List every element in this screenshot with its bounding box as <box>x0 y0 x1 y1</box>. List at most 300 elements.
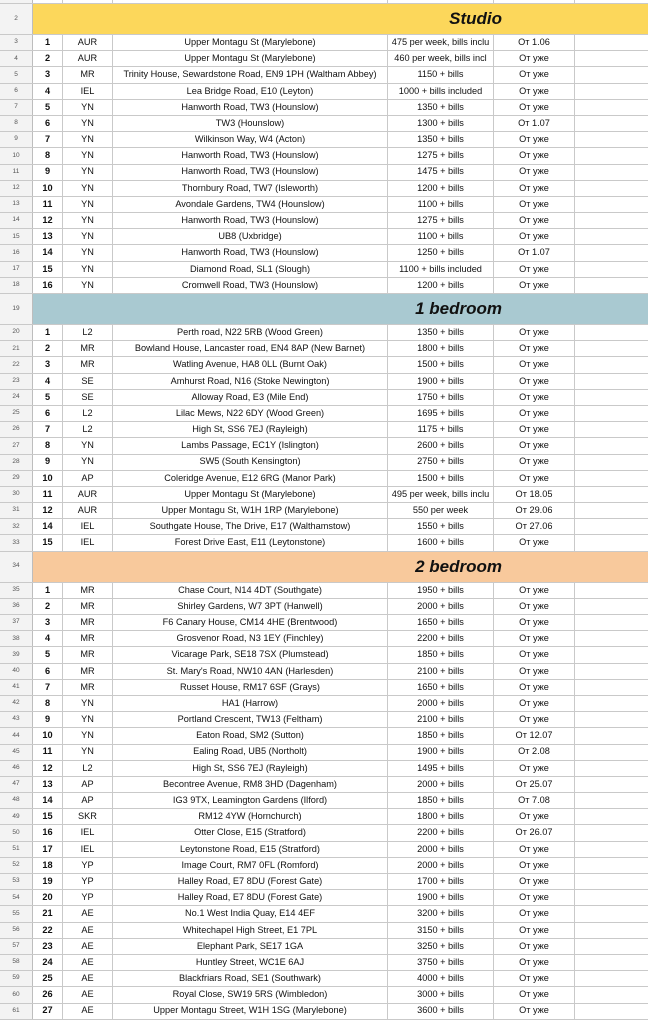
availability-cell[interactable]: От уже <box>494 874 575 889</box>
agent-code-cell[interactable]: AUR <box>63 35 113 50</box>
agent-code-cell[interactable]: L2 <box>63 406 113 421</box>
empty-cell[interactable] <box>575 809 648 824</box>
empty-cell[interactable] <box>575 390 648 405</box>
row-number[interactable]: 22 <box>0 357 33 372</box>
address-cell[interactable]: Becontree Avenue, RM8 3HD (Dagenham) <box>113 777 388 792</box>
row-number[interactable]: 23 <box>0 374 33 389</box>
empty-cell[interactable] <box>575 615 648 630</box>
price-cell[interactable]: 1900 + bills <box>388 374 494 389</box>
address-cell[interactable]: Portland Crescent, TW13 (Feltham) <box>113 712 388 727</box>
availability-cell[interactable]: От уже <box>494 923 575 938</box>
agent-code-cell[interactable]: MR <box>63 67 113 82</box>
availability-cell[interactable]: От уже <box>494 51 575 66</box>
agent-code-cell[interactable]: AUR <box>63 503 113 518</box>
empty-cell[interactable] <box>575 696 648 711</box>
empty-cell[interactable] <box>575 647 648 662</box>
row-number[interactable]: 7 <box>0 100 33 115</box>
availability-cell[interactable]: От уже <box>494 939 575 954</box>
address-cell[interactable]: St. Mary's Road, NW10 4AN (Harlesden) <box>113 664 388 679</box>
availability-cell[interactable]: От уже <box>494 229 575 244</box>
address-cell[interactable]: Diamond Road, SL1 (Slough) <box>113 262 388 277</box>
availability-cell[interactable]: От уже <box>494 955 575 970</box>
address-cell[interactable]: Avondale Gardens, TW4 (Hounslow) <box>113 197 388 212</box>
listing-number-cell[interactable]: 7 <box>33 680 63 695</box>
row-number[interactable]: 32 <box>0 519 33 534</box>
price-cell[interactable]: 2600 + bills <box>388 438 494 453</box>
listing-number-cell[interactable]: 8 <box>33 696 63 711</box>
row-number[interactable]: 20 <box>0 325 33 340</box>
listing-number-cell[interactable]: 27 <box>33 1004 63 1019</box>
listing-number-cell[interactable]: 10 <box>33 471 63 486</box>
agent-code-cell[interactable]: YN <box>63 213 113 228</box>
row-number[interactable]: 30 <box>0 487 33 502</box>
price-cell[interactable]: 1100 + bills included <box>388 262 494 277</box>
agent-code-cell[interactable]: AP <box>63 471 113 486</box>
empty-cell[interactable] <box>575 664 648 679</box>
availability-cell[interactable]: От 26.07 <box>494 825 575 840</box>
listing-number-cell[interactable]: 2 <box>33 599 63 614</box>
row-number[interactable]: 56 <box>0 923 33 938</box>
availability-cell[interactable]: От уже <box>494 809 575 824</box>
empty-cell[interactable] <box>575 116 648 131</box>
availability-cell[interactable]: От 27.06 <box>494 519 575 534</box>
listing-number-cell[interactable]: 19 <box>33 874 63 889</box>
empty-cell[interactable] <box>575 599 648 614</box>
row-number[interactable]: 53 <box>0 874 33 889</box>
agent-code-cell[interactable]: YN <box>63 132 113 147</box>
availability-cell[interactable]: От уже <box>494 262 575 277</box>
availability-cell[interactable]: От уже <box>494 341 575 356</box>
availability-cell[interactable]: От 2.08 <box>494 745 575 760</box>
availability-cell[interactable]: От уже <box>494 455 575 470</box>
address-cell[interactable]: TW3 (Hounslow) <box>113 116 388 131</box>
agent-code-cell[interactable]: AE <box>63 1004 113 1019</box>
listing-number-cell[interactable]: 21 <box>33 906 63 921</box>
listing-number-cell[interactable]: 17 <box>33 842 63 857</box>
price-cell[interactable]: 3750 + bills <box>388 955 494 970</box>
price-cell[interactable]: 2200 + bills <box>388 825 494 840</box>
availability-cell[interactable]: От уже <box>494 100 575 115</box>
price-cell[interactable]: 2000 + bills <box>388 777 494 792</box>
address-cell[interactable]: Alloway Road, E3 (Mile End) <box>113 390 388 405</box>
availability-cell[interactable]: От уже <box>494 278 575 293</box>
empty-cell[interactable] <box>575 712 648 727</box>
price-cell[interactable]: 2100 + bills <box>388 712 494 727</box>
empty-cell[interactable] <box>575 535 648 550</box>
address-cell[interactable]: No.1 West India Quay, E14 4EF <box>113 906 388 921</box>
price-cell[interactable]: 495 per week, bills inclu <box>388 487 494 502</box>
price-cell[interactable]: 1150 + bills <box>388 67 494 82</box>
row-number[interactable]: 40 <box>0 664 33 679</box>
empty-cell[interactable] <box>575 406 648 421</box>
agent-code-cell[interactable]: AUR <box>63 487 113 502</box>
listing-number-cell[interactable]: 9 <box>33 165 63 180</box>
row-number[interactable]: 39 <box>0 647 33 662</box>
agent-code-cell[interactable]: YN <box>63 262 113 277</box>
listing-number-cell[interactable]: 15 <box>33 262 63 277</box>
listing-number-cell[interactable]: 13 <box>33 777 63 792</box>
listing-number-cell[interactable]: 6 <box>33 664 63 679</box>
price-cell[interactable]: 1600 + bills <box>388 535 494 550</box>
listing-number-cell[interactable]: 16 <box>33 278 63 293</box>
address-cell[interactable]: Eaton Road, SM2 (Sutton) <box>113 728 388 743</box>
row-number[interactable]: 13 <box>0 197 33 212</box>
availability-cell[interactable]: От уже <box>494 971 575 986</box>
empty-cell[interactable] <box>575 906 648 921</box>
cell[interactable] <box>113 0 388 3</box>
empty-cell[interactable] <box>575 825 648 840</box>
agent-code-cell[interactable]: IEL <box>63 535 113 550</box>
agent-code-cell[interactable]: AE <box>63 923 113 938</box>
availability-cell[interactable]: От уже <box>494 148 575 163</box>
agent-code-cell[interactable]: IEL <box>63 825 113 840</box>
availability-cell[interactable]: От уже <box>494 599 575 614</box>
empty-cell[interactable] <box>575 374 648 389</box>
empty-cell[interactable] <box>575 132 648 147</box>
listing-number-cell[interactable]: 8 <box>33 438 63 453</box>
address-cell[interactable]: Hanworth Road, TW3 (Hounslow) <box>113 245 388 260</box>
availability-cell[interactable]: От уже <box>494 615 575 630</box>
row-number[interactable]: 14 <box>0 213 33 228</box>
agent-code-cell[interactable]: AP <box>63 793 113 808</box>
availability-cell[interactable]: От уже <box>494 357 575 372</box>
row-number[interactable]: 49 <box>0 809 33 824</box>
listing-number-cell[interactable]: 4 <box>33 84 63 99</box>
row-number[interactable] <box>0 0 33 3</box>
empty-cell[interactable] <box>575 51 648 66</box>
agent-code-cell[interactable]: MR <box>63 680 113 695</box>
agent-code-cell[interactable]: MR <box>63 615 113 630</box>
row-number[interactable]: 41 <box>0 680 33 695</box>
row-number[interactable]: 54 <box>0 890 33 905</box>
listing-number-cell[interactable]: 3 <box>33 67 63 82</box>
price-cell[interactable]: 2000 + bills <box>388 842 494 857</box>
address-cell[interactable]: Wilkinson Way, W4 (Acton) <box>113 132 388 147</box>
agent-code-cell[interactable]: IEL <box>63 842 113 857</box>
listing-number-cell[interactable]: 1 <box>33 35 63 50</box>
empty-cell[interactable] <box>575 777 648 792</box>
listing-number-cell[interactable]: 6 <box>33 116 63 131</box>
agent-code-cell[interactable]: MR <box>63 647 113 662</box>
empty-cell[interactable] <box>575 519 648 534</box>
agent-code-cell[interactable]: YN <box>63 712 113 727</box>
availability-cell[interactable]: От уже <box>494 1004 575 1019</box>
listing-number-cell[interactable]: 12 <box>33 503 63 518</box>
row-number[interactable]: 34 <box>0 552 33 582</box>
address-cell[interactable]: Upper Montagu St (Marylebone) <box>113 487 388 502</box>
empty-cell[interactable] <box>575 165 648 180</box>
address-cell[interactable]: Trinity House, Sewardstone Road, EN9 1PH (Waltham Abbey) <box>113 67 388 82</box>
listing-number-cell[interactable]: 16 <box>33 825 63 840</box>
price-cell[interactable]: 1350 + bills <box>388 325 494 340</box>
row-number[interactable]: 19 <box>0 294 33 324</box>
address-cell[interactable]: IG3 9TX, Leamington Gardens (Ilford) <box>113 793 388 808</box>
empty-cell[interactable] <box>575 1004 648 1019</box>
price-cell[interactable]: 1100 + bills <box>388 197 494 212</box>
price-cell[interactable]: 3150 + bills <box>388 923 494 938</box>
empty-cell[interactable] <box>575 245 648 260</box>
address-cell[interactable]: High St, SS6 7EJ (Rayleigh) <box>113 761 388 776</box>
address-cell[interactable]: Cromwell Road, TW3 (Hounslow) <box>113 278 388 293</box>
agent-code-cell[interactable]: SE <box>63 390 113 405</box>
agent-code-cell[interactable]: AE <box>63 987 113 1002</box>
row-number[interactable]: 8 <box>0 116 33 131</box>
empty-cell[interactable] <box>575 987 648 1002</box>
agent-code-cell[interactable]: YN <box>63 100 113 115</box>
row-number[interactable]: 6 <box>0 84 33 99</box>
price-cell[interactable]: 1500 + bills <box>388 471 494 486</box>
agent-code-cell[interactable]: YN <box>63 696 113 711</box>
listing-number-cell[interactable]: 18 <box>33 858 63 873</box>
agent-code-cell[interactable]: MR <box>63 631 113 646</box>
availability-cell[interactable]: От уже <box>494 84 575 99</box>
address-cell[interactable]: Forest Drive East, E11 (Leytonstone) <box>113 535 388 550</box>
agent-code-cell[interactable]: YN <box>63 148 113 163</box>
listing-number-cell[interactable]: 26 <box>33 987 63 1002</box>
price-cell[interactable]: 1900 + bills <box>388 745 494 760</box>
row-number[interactable]: 4 <box>0 51 33 66</box>
listing-number-cell[interactable]: 20 <box>33 890 63 905</box>
availability-cell[interactable]: От уже <box>494 406 575 421</box>
address-cell[interactable]: Thornbury Road, TW7 (Isleworth) <box>113 181 388 196</box>
availability-cell[interactable]: От 12.07 <box>494 728 575 743</box>
availability-cell[interactable]: От уже <box>494 680 575 695</box>
empty-cell[interactable] <box>575 583 648 598</box>
empty-cell[interactable] <box>575 487 648 502</box>
availability-cell[interactable]: От 25.07 <box>494 777 575 792</box>
address-cell[interactable]: Elephant Park, SE17 1GA <box>113 939 388 954</box>
availability-cell[interactable]: От уже <box>494 987 575 1002</box>
availability-cell[interactable]: От уже <box>494 325 575 340</box>
row-number[interactable]: 9 <box>0 132 33 147</box>
availability-cell[interactable]: От уже <box>494 858 575 873</box>
availability-cell[interactable]: От 1.07 <box>494 116 575 131</box>
agent-code-cell[interactable]: IEL <box>63 84 113 99</box>
row-number[interactable]: 44 <box>0 728 33 743</box>
agent-code-cell[interactable]: SE <box>63 374 113 389</box>
price-cell[interactable]: 2000 + bills <box>388 599 494 614</box>
agent-code-cell[interactable]: MR <box>63 583 113 598</box>
price-cell[interactable]: 4000 + bills <box>388 971 494 986</box>
availability-cell[interactable]: От уже <box>494 906 575 921</box>
price-cell[interactable]: 1850 + bills <box>388 647 494 662</box>
empty-cell[interactable] <box>575 325 648 340</box>
agent-code-cell[interactable]: YP <box>63 874 113 889</box>
agent-code-cell[interactable]: AUR <box>63 51 113 66</box>
address-cell[interactable]: Vicarage Park, SE18 7SX (Plumstead) <box>113 647 388 662</box>
row-number[interactable]: 24 <box>0 390 33 405</box>
price-cell[interactable]: 1900 + bills <box>388 890 494 905</box>
row-number[interactable]: 55 <box>0 906 33 921</box>
price-cell[interactable]: 1850 + bills <box>388 728 494 743</box>
price-cell[interactable]: 3200 + bills <box>388 906 494 921</box>
cell[interactable] <box>494 0 575 3</box>
availability-cell[interactable]: От 29.06 <box>494 503 575 518</box>
row-number[interactable]: 58 <box>0 955 33 970</box>
listing-number-cell[interactable]: 5 <box>33 390 63 405</box>
row-number[interactable]: 42 <box>0 696 33 711</box>
price-cell[interactable]: 1200 + bills <box>388 181 494 196</box>
row-number[interactable]: 5 <box>0 67 33 82</box>
price-cell[interactable]: 1495 + bills <box>388 761 494 776</box>
empty-cell[interactable] <box>575 357 648 372</box>
empty-cell[interactable] <box>575 728 648 743</box>
address-cell[interactable]: Coleridge Avenue, E12 6RG (Manor Park) <box>113 471 388 486</box>
availability-cell[interactable]: От уже <box>494 390 575 405</box>
empty-cell[interactable] <box>575 197 648 212</box>
price-cell[interactable]: 1950 + bills <box>388 583 494 598</box>
agent-code-cell[interactable]: YN <box>63 745 113 760</box>
listing-number-cell[interactable]: 4 <box>33 374 63 389</box>
agent-code-cell[interactable]: MR <box>63 599 113 614</box>
price-cell[interactable]: 460 per week, bills incl <box>388 51 494 66</box>
agent-code-cell[interactable]: YN <box>63 728 113 743</box>
listing-number-cell[interactable]: 1 <box>33 325 63 340</box>
availability-cell[interactable]: От уже <box>494 664 575 679</box>
empty-cell[interactable] <box>575 67 648 82</box>
agent-code-cell[interactable]: MR <box>63 341 113 356</box>
cell[interactable] <box>63 0 113 3</box>
address-cell[interactable]: RM12 4YW (Hornchurch) <box>113 809 388 824</box>
address-cell[interactable]: Shirley Gardens, W7 3PT (Hanwell) <box>113 599 388 614</box>
address-cell[interactable]: Hanworth Road, TW3 (Hounslow) <box>113 148 388 163</box>
agent-code-cell[interactable]: MR <box>63 664 113 679</box>
price-cell[interactable]: 1100 + bills <box>388 229 494 244</box>
empty-cell[interactable] <box>575 842 648 857</box>
listing-number-cell[interactable]: 13 <box>33 229 63 244</box>
availability-cell[interactable]: От уже <box>494 374 575 389</box>
listing-number-cell[interactable]: 12 <box>33 213 63 228</box>
price-cell[interactable]: 2100 + bills <box>388 664 494 679</box>
address-cell[interactable]: Leytonstone Road, E15 (Stratford) <box>113 842 388 857</box>
price-cell[interactable]: 1650 + bills <box>388 615 494 630</box>
empty-cell[interactable] <box>575 761 648 776</box>
availability-cell[interactable]: От уже <box>494 535 575 550</box>
listing-number-cell[interactable]: 4 <box>33 631 63 646</box>
availability-cell[interactable]: От уже <box>494 471 575 486</box>
price-cell[interactable]: 475 per week, bills inclu <box>388 35 494 50</box>
agent-code-cell[interactable]: AP <box>63 777 113 792</box>
row-number[interactable]: 50 <box>0 825 33 840</box>
cell[interactable] <box>33 0 63 3</box>
availability-cell[interactable]: От уже <box>494 67 575 82</box>
empty-cell[interactable] <box>575 793 648 808</box>
price-cell[interactable]: 3600 + bills <box>388 1004 494 1019</box>
row-number[interactable]: 28 <box>0 455 33 470</box>
row-number[interactable]: 26 <box>0 422 33 437</box>
availability-cell[interactable]: От 7.08 <box>494 793 575 808</box>
section-title[interactable]: 2 bedroom <box>33 552 648 582</box>
agent-code-cell[interactable]: YN <box>63 438 113 453</box>
agent-code-cell[interactable]: YN <box>63 278 113 293</box>
row-number[interactable]: 12 <box>0 181 33 196</box>
price-cell[interactable]: 2750 + bills <box>388 455 494 470</box>
listing-number-cell[interactable]: 23 <box>33 939 63 954</box>
listing-number-cell[interactable]: 11 <box>33 197 63 212</box>
empty-cell[interactable] <box>575 341 648 356</box>
empty-cell[interactable] <box>575 35 648 50</box>
address-cell[interactable]: Royal Close, SW19 5RS (Wimbledon) <box>113 987 388 1002</box>
address-cell[interactable]: SW5 (South Kensington) <box>113 455 388 470</box>
price-cell[interactable]: 1550 + bills <box>388 519 494 534</box>
agent-code-cell[interactable]: SKR <box>63 809 113 824</box>
row-number[interactable]: 16 <box>0 245 33 260</box>
availability-cell[interactable]: От уже <box>494 890 575 905</box>
price-cell[interactable]: 2000 + bills <box>388 858 494 873</box>
price-cell[interactable]: 1000 + bills included <box>388 84 494 99</box>
row-number[interactable]: 2 <box>0 4 33 34</box>
empty-cell[interactable] <box>575 971 648 986</box>
price-cell[interactable]: 1750 + bills <box>388 390 494 405</box>
row-number[interactable]: 33 <box>0 535 33 550</box>
price-cell[interactable]: 1250 + bills <box>388 245 494 260</box>
listing-number-cell[interactable]: 8 <box>33 148 63 163</box>
address-cell[interactable]: Halley Road, E7 8DU (Forest Gate) <box>113 874 388 889</box>
price-cell[interactable]: 1700 + bills <box>388 874 494 889</box>
empty-cell[interactable] <box>575 874 648 889</box>
listing-number-cell[interactable]: 1 <box>33 583 63 598</box>
row-number[interactable]: 37 <box>0 615 33 630</box>
availability-cell[interactable]: От уже <box>494 132 575 147</box>
empty-cell[interactable] <box>575 229 648 244</box>
empty-cell[interactable] <box>575 181 648 196</box>
listing-number-cell[interactable]: 15 <box>33 535 63 550</box>
availability-cell[interactable]: От уже <box>494 197 575 212</box>
row-number[interactable]: 61 <box>0 1004 33 1019</box>
address-cell[interactable]: High St, SS6 7EJ (Rayleigh) <box>113 422 388 437</box>
empty-cell[interactable] <box>575 422 648 437</box>
address-cell[interactable]: Chase Court, N14 4DT (Southgate) <box>113 583 388 598</box>
listing-number-cell[interactable]: 25 <box>33 971 63 986</box>
price-cell[interactable]: 1350 + bills <box>388 100 494 115</box>
address-cell[interactable]: Hanworth Road, TW3 (Hounslow) <box>113 213 388 228</box>
row-number[interactable]: 48 <box>0 793 33 808</box>
address-cell[interactable]: Watling Avenue, HA8 0LL (Burnt Oak) <box>113 357 388 372</box>
cell[interactable] <box>575 0 648 3</box>
address-cell[interactable]: Image Court, RM7 0FL (Romford) <box>113 858 388 873</box>
listing-number-cell[interactable]: 3 <box>33 357 63 372</box>
empty-cell[interactable] <box>575 955 648 970</box>
address-cell[interactable]: Southgate House, The Drive, E17 (Walthamstow) <box>113 519 388 534</box>
row-number[interactable]: 15 <box>0 229 33 244</box>
address-cell[interactable]: Huntley Street, WC1E 6AJ <box>113 955 388 970</box>
address-cell[interactable]: Whitechapel High Street, E1 7PL <box>113 923 388 938</box>
empty-cell[interactable] <box>575 923 648 938</box>
agent-code-cell[interactable]: MR <box>63 357 113 372</box>
empty-cell[interactable] <box>575 939 648 954</box>
address-cell[interactable]: UB8 (Uxbridge) <box>113 229 388 244</box>
row-number[interactable]: 11 <box>0 165 33 180</box>
empty-cell[interactable] <box>575 503 648 518</box>
price-cell[interactable]: 1175 + bills <box>388 422 494 437</box>
empty-cell[interactable] <box>575 213 648 228</box>
availability-cell[interactable]: От 1.07 <box>494 245 575 260</box>
availability-cell[interactable]: От уже <box>494 712 575 727</box>
price-cell[interactable]: 2200 + bills <box>388 631 494 646</box>
price-cell[interactable]: 1200 + bills <box>388 278 494 293</box>
listing-number-cell[interactable]: 7 <box>33 422 63 437</box>
row-number[interactable]: 45 <box>0 745 33 760</box>
availability-cell[interactable]: От уже <box>494 842 575 857</box>
availability-cell[interactable]: От уже <box>494 631 575 646</box>
agent-code-cell[interactable]: YP <box>63 858 113 873</box>
agent-code-cell[interactable]: L2 <box>63 325 113 340</box>
listing-number-cell[interactable]: 24 <box>33 955 63 970</box>
row-number[interactable]: 60 <box>0 987 33 1002</box>
listing-number-cell[interactable]: 10 <box>33 181 63 196</box>
address-cell[interactable]: Upper Montagu St (Marylebone) <box>113 51 388 66</box>
empty-cell[interactable] <box>575 262 648 277</box>
